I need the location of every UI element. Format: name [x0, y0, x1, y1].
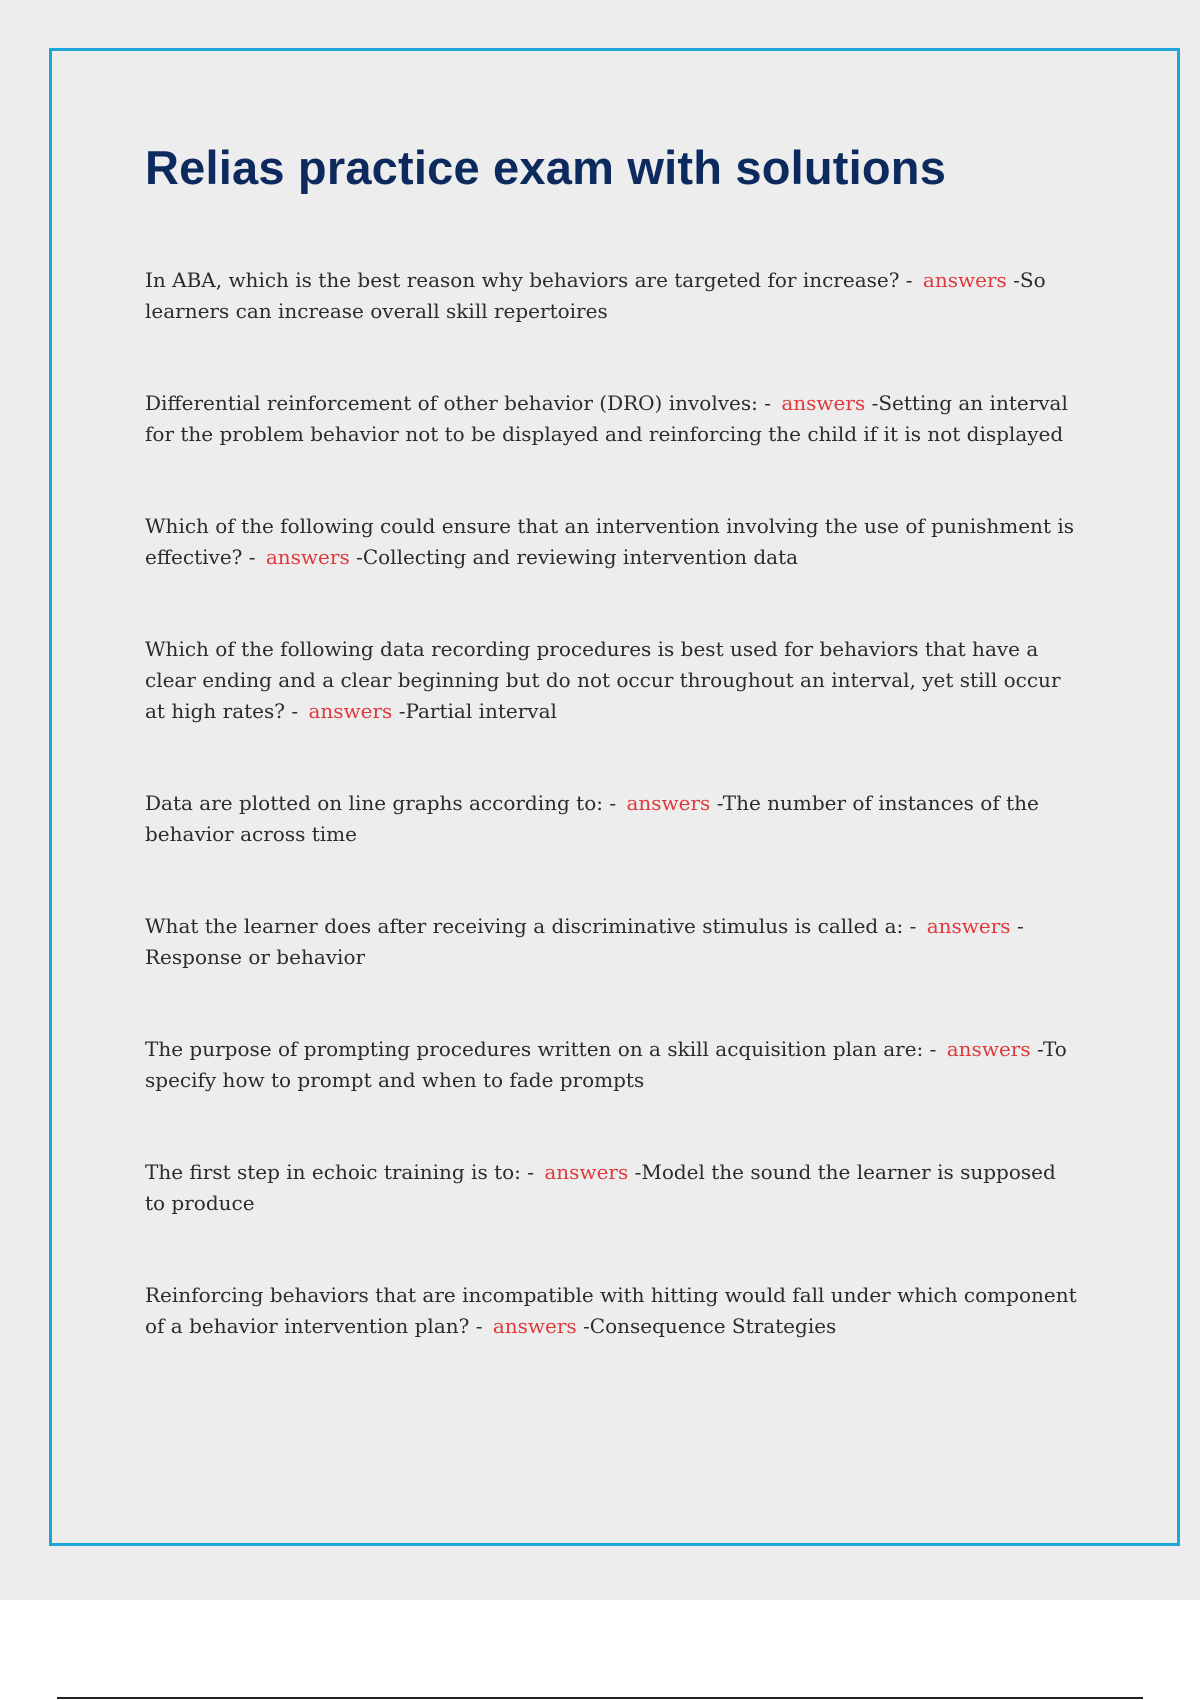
answers-tag: answers	[946, 1037, 1031, 1061]
question-text: Reinforcing behaviors that are incompatible with hitting would fall under which component of a behavior intervention plan? -	[145, 1283, 1077, 1338]
answer-text: -The number of instances of the behavior across time	[145, 791, 1039, 846]
answer-text: -Consequence Strategies	[583, 1314, 837, 1338]
qa-item-7	[145, 1034, 1080, 1096]
qa-item-9	[145, 1280, 1080, 1342]
qa-item-1	[145, 265, 1080, 327]
question-text: Data are plotted on line graphs according to: -	[145, 791, 617, 815]
answers-tag: answers	[781, 391, 866, 415]
answer-text: -Partial interval	[398, 699, 557, 723]
answers-tag: answers	[626, 791, 711, 815]
question-text: Differential reinforcement of other behavior (DRO) involves: -	[145, 391, 771, 415]
answers-tag: answers	[922, 268, 1007, 292]
answer-text: -Model the sound the learner is supposed to produce	[145, 1160, 1056, 1215]
answer-text: -To specify how to prompt and when to fade prompts	[145, 1037, 1067, 1092]
qa-item-6	[145, 911, 1080, 973]
question-text: What the learner does after receiving a discriminative stimulus is called a: -	[145, 914, 917, 938]
answer-text: -Collecting and reviewing intervention data	[356, 545, 799, 569]
answers-tag: answers	[926, 914, 1011, 938]
qa-item-2	[145, 388, 1080, 450]
question-text: Which of the following could ensure that an intervention involving the use of punishment is effective? -	[145, 514, 1074, 569]
footer-rule	[57, 1697, 1143, 1699]
answers-tag: answers	[308, 699, 393, 723]
answers-tag: answers	[492, 1314, 577, 1338]
answers-tag: answers	[544, 1160, 629, 1184]
qa-item-3	[145, 511, 1080, 573]
question-text: The purpose of prompting procedures written on a skill acquisition plan are: -	[145, 1037, 937, 1061]
question-text: In ABA, which is the best reason why behaviors are targeted for increase? -	[145, 268, 913, 292]
answers-tag: answers	[265, 545, 350, 569]
question-text: The first step in echoic training is to: -	[145, 1160, 535, 1184]
qa-item-4	[145, 634, 1080, 727]
qa-item-8	[145, 1157, 1080, 1219]
answer-text: -So learners can increase overall skill repertoires	[145, 268, 1046, 323]
question-text: Which of the following data recording procedures is best used for behaviors that have a clear ending and a clear beginning but do not occur throughout an interval, yet still occur at high rates? -	[145, 637, 1061, 723]
qa-list	[145, 265, 1080, 1403]
answer-text: -Setting an interval for the problem behavior not to be displayed and reinforcing the child if it is not displayed	[145, 391, 1068, 446]
answer-text: -Response or behavior	[145, 914, 1024, 969]
document-title: Relias practice exam with solutions	[145, 141, 947, 194]
qa-item-5	[145, 788, 1080, 850]
